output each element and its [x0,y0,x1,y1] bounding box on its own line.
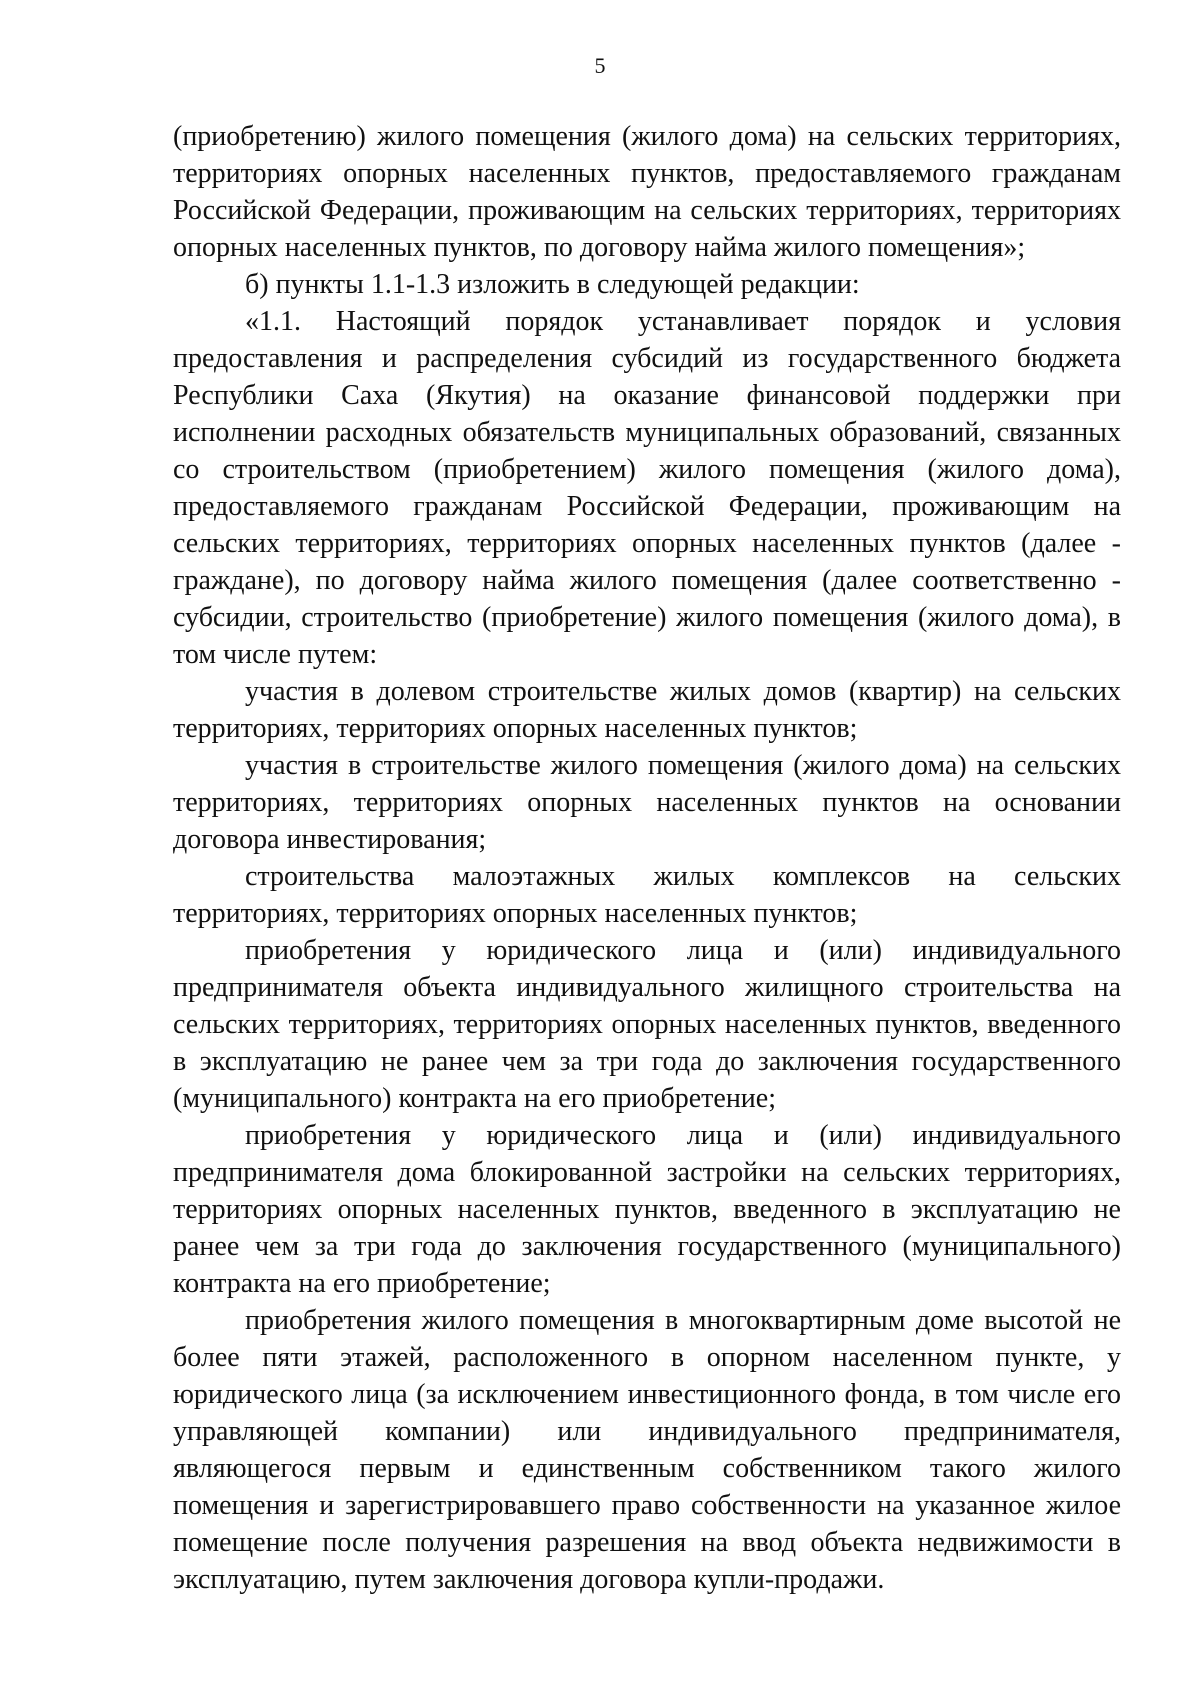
paragraph-list-item: строительства малоэтажных жилых комплексов на сельских территориях, территориях опорных населенных пунктов; [173,861,1121,929]
paragraph-list-item: участия в долевом строительстве жилых домов (квартир) на сельских территориях, территориях опорных населенных пунктов; [173,676,1121,744]
paragraph-amendment-b: б) пункты 1.1-1.3 изложить в следующей редакции: [245,269,860,300]
page-number: 5 [594,53,606,78]
paragraph-clause-1-1: «1.1. Настоящий порядок устанавливает порядок и условия предоставления и распределения субсидий из государственного бюджета Республики Саха (Якутия) на оказание финансовой поддержки при исполнении расходных обязательств муниципальных образований, связанных со строительством (приобретением) жилого помещения (жилого дома), предоставляемого гражданам Российской Федерации, проживающим на сельских территориях, территориях опорных населенных пунктов (далее - граждане), по договору найма жилого помещения (далее соответственно - субсидии, строительство (приобретение) жилого помещения (жилого дома), в том числе путем: [173,306,1121,670]
paragraph-list-item: приобретения жилого помещения в многоквартирным доме высотой не более пяти этажей, расположенного в опорном населенном пункте, у юридического лица (за исключением инвестиционного фонда, в том числе его управляющей компании) или индивидуального предпринимателя, являющегося первым и единственным собственником такого жилого помещения и зарегистрировавшего право собственности на указанное жилое помещение после получения разрешения на ввод объекта недвижимости в эксплуатацию, путем заключения договора купли-продажи. [173,1305,1121,1595]
paragraph-continuation: (приобретению) жилого помещения (жилого дома) на сельских территориях, территориях опорных населенных пунктов, предоставляемого гражданам Российской Федерации, проживающим на сельских территориях, территориях опорных населенных пунктов, по договору найма жилого помещения»; [173,121,1121,263]
document-body [173,118,1121,1598]
paragraph-list-item: приобретения у юридического лица и (или) индивидуального предпринимателя объекта индивидуального жилищного строительства на сельских территориях, территориях опорных населенных пунктов, введенного в эксплуатацию не ранее чем за три года до заключения государственного (муниципального) контракта на его приобретение; [173,935,1121,1114]
paragraph-list-item: приобретения у юридического лица и (или) индивидуального предпринимателя дома блокированной застройки на сельских территориях, территориях опорных населенных пунктов, введенного в эксплуатацию не ранее чем за три года до заключения государственного (муниципального) контракта на его приобретение; [173,1120,1121,1299]
paragraph-list-item: участия в строительстве жилого помещения (жилого дома) на сельских территориях, территориях опорных населенных пунктов на основании договора инвестирования; [173,750,1121,855]
